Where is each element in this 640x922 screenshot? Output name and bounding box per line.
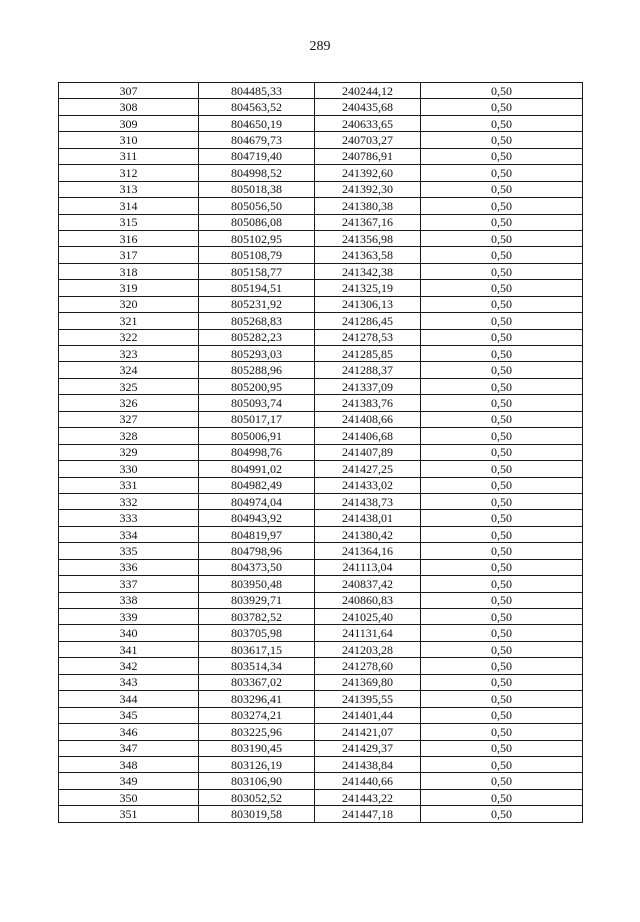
accuracy-cell: 0,50 [421, 756, 583, 772]
x-coordinate-cell: 804563,52 [199, 99, 315, 115]
x-coordinate-cell: 803052,52 [199, 789, 315, 805]
point-number-cell: 326 [59, 395, 199, 411]
accuracy-cell: 0,50 [421, 83, 583, 99]
table-row [59, 313, 583, 329]
point-number-cell: 334 [59, 526, 199, 542]
y-coordinate-cell: 240633,65 [315, 115, 421, 131]
y-coordinate-cell: 241113,04 [315, 559, 421, 575]
point-number-cell: 349 [59, 773, 199, 789]
y-coordinate-cell: 241438,01 [315, 510, 421, 526]
point-number-cell: 340 [59, 625, 199, 641]
y-coordinate-cell: 241380,38 [315, 198, 421, 214]
y-coordinate-cell: 241408,66 [315, 411, 421, 427]
accuracy-cell: 0,50 [421, 411, 583, 427]
point-number-cell: 346 [59, 724, 199, 740]
x-coordinate-cell: 805194,51 [199, 280, 315, 296]
table-row [59, 756, 583, 772]
x-coordinate-cell: 804982,49 [199, 477, 315, 493]
x-coordinate-cell: 803019,58 [199, 806, 315, 822]
y-coordinate-cell: 241392,30 [315, 181, 421, 197]
accuracy-cell: 0,50 [421, 165, 583, 181]
x-coordinate-cell: 804998,76 [199, 444, 315, 460]
coordinates-table-body [59, 83, 583, 823]
table-row [59, 576, 583, 592]
y-coordinate-cell: 241363,58 [315, 247, 421, 263]
point-number-cell: 310 [59, 132, 199, 148]
y-coordinate-cell: 241406,68 [315, 428, 421, 444]
table-row [59, 115, 583, 131]
table-row [59, 510, 583, 526]
accuracy-cell: 0,50 [421, 280, 583, 296]
table-row [59, 428, 583, 444]
point-number-cell: 335 [59, 543, 199, 559]
y-coordinate-cell: 240837,42 [315, 576, 421, 592]
y-coordinate-cell: 241427,25 [315, 461, 421, 477]
point-number-cell: 315 [59, 214, 199, 230]
point-number-cell: 329 [59, 444, 199, 460]
y-coordinate-cell: 240703,27 [315, 132, 421, 148]
x-coordinate-cell: 804485,33 [199, 83, 315, 99]
accuracy-cell: 0,50 [421, 477, 583, 493]
x-coordinate-cell: 803274,21 [199, 707, 315, 723]
table-row [59, 148, 583, 164]
accuracy-cell: 0,50 [421, 428, 583, 444]
x-coordinate-cell: 805282,23 [199, 329, 315, 345]
y-coordinate-cell: 241337,09 [315, 378, 421, 394]
y-coordinate-cell: 241342,38 [315, 263, 421, 279]
point-number-cell: 320 [59, 296, 199, 312]
y-coordinate-cell: 241421,07 [315, 724, 421, 740]
x-coordinate-cell: 803225,96 [199, 724, 315, 740]
y-coordinate-cell: 240244,12 [315, 83, 421, 99]
y-coordinate-cell: 240860,83 [315, 592, 421, 608]
accuracy-cell: 0,50 [421, 493, 583, 509]
point-number-cell: 343 [59, 674, 199, 690]
y-coordinate-cell: 241407,89 [315, 444, 421, 460]
y-coordinate-cell: 241025,40 [315, 609, 421, 625]
table-row [59, 378, 583, 394]
x-coordinate-cell: 803367,02 [199, 674, 315, 690]
x-coordinate-cell: 805056,50 [199, 198, 315, 214]
point-number-cell: 309 [59, 115, 199, 131]
x-coordinate-cell: 805086,08 [199, 214, 315, 230]
accuracy-cell: 0,50 [421, 132, 583, 148]
x-coordinate-cell: 805200,95 [199, 378, 315, 394]
table-row [59, 707, 583, 723]
table-row [59, 789, 583, 805]
coordinates-table [58, 82, 583, 823]
x-coordinate-cell: 804798,96 [199, 543, 315, 559]
table-row [59, 280, 583, 296]
table-row [59, 411, 583, 427]
accuracy-cell: 0,50 [421, 99, 583, 115]
accuracy-cell: 0,50 [421, 230, 583, 246]
point-number-cell: 333 [59, 510, 199, 526]
accuracy-cell: 0,50 [421, 444, 583, 460]
x-coordinate-cell: 803190,45 [199, 740, 315, 756]
x-coordinate-cell: 805158,77 [199, 263, 315, 279]
accuracy-cell: 0,50 [421, 806, 583, 822]
table-row [59, 477, 583, 493]
table-row [59, 198, 583, 214]
point-number-cell: 322 [59, 329, 199, 345]
y-coordinate-cell: 241429,37 [315, 740, 421, 756]
accuracy-cell: 0,50 [421, 214, 583, 230]
table-row [59, 641, 583, 657]
accuracy-cell: 0,50 [421, 625, 583, 641]
table-row [59, 674, 583, 690]
point-number-cell: 331 [59, 477, 199, 493]
table-row [59, 543, 583, 559]
accuracy-cell: 0,50 [421, 329, 583, 345]
accuracy-cell: 0,50 [421, 247, 583, 263]
x-coordinate-cell: 805102,95 [199, 230, 315, 246]
accuracy-cell: 0,50 [421, 691, 583, 707]
y-coordinate-cell: 241286,45 [315, 313, 421, 329]
coordinates-table-container [58, 82, 582, 823]
y-coordinate-cell: 241288,37 [315, 362, 421, 378]
table-row [59, 559, 583, 575]
accuracy-cell: 0,50 [421, 674, 583, 690]
x-coordinate-cell: 804650,19 [199, 115, 315, 131]
x-coordinate-cell: 804991,02 [199, 461, 315, 477]
point-number-cell: 314 [59, 198, 199, 214]
point-number-cell: 338 [59, 592, 199, 608]
y-coordinate-cell: 241364,16 [315, 543, 421, 559]
table-row [59, 592, 583, 608]
table-row [59, 165, 583, 181]
page-number: 289 [309, 39, 331, 54]
x-coordinate-cell: 804719,40 [199, 148, 315, 164]
table-row [59, 444, 583, 460]
table-row [59, 99, 583, 115]
table-row [59, 609, 583, 625]
accuracy-cell: 0,50 [421, 148, 583, 164]
table-row [59, 263, 583, 279]
y-coordinate-cell: 241278,53 [315, 329, 421, 345]
point-number-cell: 328 [59, 428, 199, 444]
point-number-cell: 307 [59, 83, 199, 99]
x-coordinate-cell: 803782,52 [199, 609, 315, 625]
point-number-cell: 336 [59, 559, 199, 575]
accuracy-cell: 0,50 [421, 461, 583, 477]
table-row [59, 806, 583, 822]
accuracy-cell: 0,50 [421, 115, 583, 131]
x-coordinate-cell: 804679,73 [199, 132, 315, 148]
y-coordinate-cell: 241395,55 [315, 691, 421, 707]
y-coordinate-cell: 241369,80 [315, 674, 421, 690]
accuracy-cell: 0,50 [421, 773, 583, 789]
point-number-cell: 342 [59, 658, 199, 674]
table-row [59, 132, 583, 148]
accuracy-cell: 0,50 [421, 346, 583, 362]
table-row [59, 526, 583, 542]
y-coordinate-cell: 241367,16 [315, 214, 421, 230]
table-row [59, 625, 583, 641]
table-row [59, 773, 583, 789]
table-row [59, 296, 583, 312]
table-row [59, 346, 583, 362]
point-number-cell: 325 [59, 378, 199, 394]
point-number-cell: 350 [59, 789, 199, 805]
point-number-cell: 345 [59, 707, 199, 723]
y-coordinate-cell: 241325,19 [315, 280, 421, 296]
y-coordinate-cell: 240786,91 [315, 148, 421, 164]
point-number-cell: 323 [59, 346, 199, 362]
table-row [59, 83, 583, 99]
point-number-cell: 337 [59, 576, 199, 592]
table-row [59, 230, 583, 246]
x-coordinate-cell: 803950,48 [199, 576, 315, 592]
accuracy-cell: 0,50 [421, 181, 583, 197]
point-number-cell: 313 [59, 181, 199, 197]
accuracy-cell: 0,50 [421, 641, 583, 657]
accuracy-cell: 0,50 [421, 740, 583, 756]
accuracy-cell: 0,50 [421, 378, 583, 394]
x-coordinate-cell: 805231,92 [199, 296, 315, 312]
table-row [59, 329, 583, 345]
y-coordinate-cell: 241285,85 [315, 346, 421, 362]
accuracy-cell: 0,50 [421, 789, 583, 805]
y-coordinate-cell: 241356,98 [315, 230, 421, 246]
table-row [59, 724, 583, 740]
accuracy-cell: 0,50 [421, 510, 583, 526]
point-number-cell: 319 [59, 280, 199, 296]
point-number-cell: 344 [59, 691, 199, 707]
y-coordinate-cell: 241443,22 [315, 789, 421, 805]
point-number-cell: 308 [59, 99, 199, 115]
point-number-cell: 348 [59, 756, 199, 772]
accuracy-cell: 0,50 [421, 198, 583, 214]
x-coordinate-cell: 803929,71 [199, 592, 315, 608]
y-coordinate-cell: 241278,60 [315, 658, 421, 674]
y-coordinate-cell: 241131,64 [315, 625, 421, 641]
accuracy-cell: 0,50 [421, 526, 583, 542]
table-row [59, 362, 583, 378]
accuracy-cell: 0,50 [421, 724, 583, 740]
y-coordinate-cell: 241438,73 [315, 493, 421, 509]
accuracy-cell: 0,50 [421, 592, 583, 608]
accuracy-cell: 0,50 [421, 263, 583, 279]
table-row [59, 691, 583, 707]
accuracy-cell: 0,50 [421, 543, 583, 559]
table-row [59, 461, 583, 477]
x-coordinate-cell: 803617,15 [199, 641, 315, 657]
y-coordinate-cell: 241401,44 [315, 707, 421, 723]
x-coordinate-cell: 805293,03 [199, 346, 315, 362]
table-row [59, 247, 583, 263]
accuracy-cell: 0,50 [421, 313, 583, 329]
y-coordinate-cell: 241203,28 [315, 641, 421, 657]
y-coordinate-cell: 240435,68 [315, 99, 421, 115]
accuracy-cell: 0,50 [421, 559, 583, 575]
table-row [59, 181, 583, 197]
table-row [59, 658, 583, 674]
x-coordinate-cell: 805093,74 [199, 395, 315, 411]
x-coordinate-cell: 803296,41 [199, 691, 315, 707]
x-coordinate-cell: 805108,79 [199, 247, 315, 263]
accuracy-cell: 0,50 [421, 576, 583, 592]
y-coordinate-cell: 241438,84 [315, 756, 421, 772]
table-row [59, 395, 583, 411]
x-coordinate-cell: 805017,17 [199, 411, 315, 427]
y-coordinate-cell: 241383,76 [315, 395, 421, 411]
point-number-cell: 318 [59, 263, 199, 279]
x-coordinate-cell: 805006,91 [199, 428, 315, 444]
x-coordinate-cell: 804373,50 [199, 559, 315, 575]
accuracy-cell: 0,50 [421, 609, 583, 625]
accuracy-cell: 0,50 [421, 296, 583, 312]
x-coordinate-cell: 803705,98 [199, 625, 315, 641]
point-number-cell: 311 [59, 148, 199, 164]
point-number-cell: 330 [59, 461, 199, 477]
x-coordinate-cell: 804974,04 [199, 493, 315, 509]
point-number-cell: 339 [59, 609, 199, 625]
y-coordinate-cell: 241306,13 [315, 296, 421, 312]
accuracy-cell: 0,50 [421, 395, 583, 411]
point-number-cell: 321 [59, 313, 199, 329]
point-number-cell: 312 [59, 165, 199, 181]
table-row [59, 493, 583, 509]
accuracy-cell: 0,50 [421, 658, 583, 674]
table-row [59, 214, 583, 230]
point-number-cell: 327 [59, 411, 199, 427]
x-coordinate-cell: 804998,52 [199, 165, 315, 181]
accuracy-cell: 0,50 [421, 707, 583, 723]
y-coordinate-cell: 241380,42 [315, 526, 421, 542]
point-number-cell: 324 [59, 362, 199, 378]
table-row [59, 740, 583, 756]
x-coordinate-cell: 805268,83 [199, 313, 315, 329]
x-coordinate-cell: 803126,19 [199, 756, 315, 772]
point-number-cell: 341 [59, 641, 199, 657]
point-number-cell: 351 [59, 806, 199, 822]
x-coordinate-cell: 804819,97 [199, 526, 315, 542]
y-coordinate-cell: 241392,60 [315, 165, 421, 181]
x-coordinate-cell: 805018,38 [199, 181, 315, 197]
y-coordinate-cell: 241440,66 [315, 773, 421, 789]
y-coordinate-cell: 241447,18 [315, 806, 421, 822]
x-coordinate-cell: 805288,96 [199, 362, 315, 378]
point-number-cell: 332 [59, 493, 199, 509]
y-coordinate-cell: 241433,02 [315, 477, 421, 493]
x-coordinate-cell: 804943,92 [199, 510, 315, 526]
x-coordinate-cell: 803514,34 [199, 658, 315, 674]
point-number-cell: 316 [59, 230, 199, 246]
x-coordinate-cell: 803106,90 [199, 773, 315, 789]
accuracy-cell: 0,50 [421, 362, 583, 378]
point-number-cell: 347 [59, 740, 199, 756]
point-number-cell: 317 [59, 247, 199, 263]
